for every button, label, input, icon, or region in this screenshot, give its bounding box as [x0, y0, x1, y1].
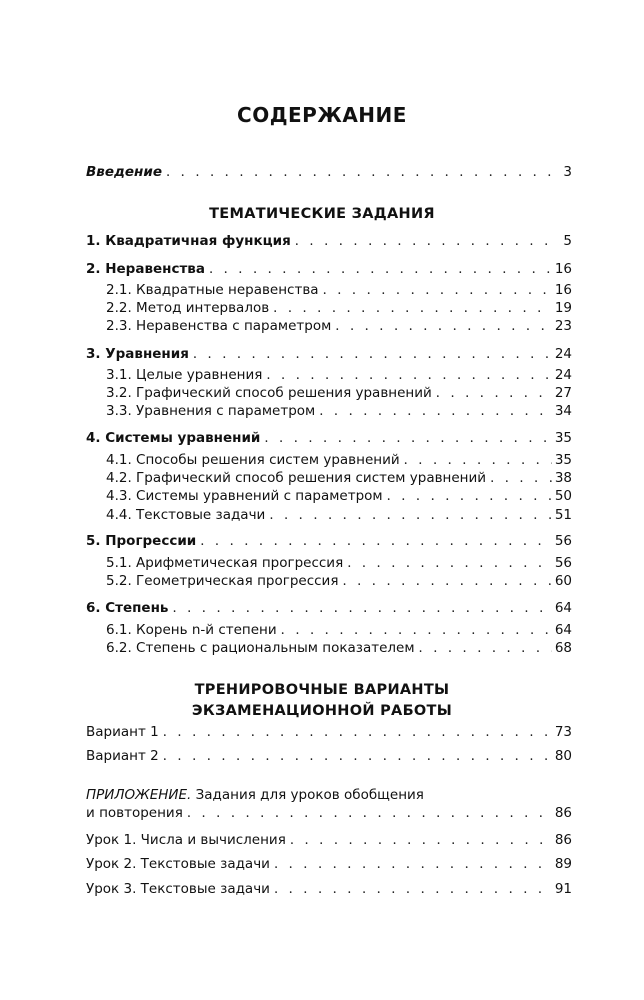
toc-entry-label: Вариант 1: [86, 724, 159, 740]
toc-variant[interactable]: [86, 746, 572, 766]
dot-leader: [335, 317, 552, 337]
toc-entry-label: 3.3. Уравнения с параметром: [106, 403, 316, 419]
toc-subsection[interactable]: [106, 571, 572, 591]
dot-leader: [319, 402, 552, 422]
section-heading-thematic: ТЕМАТИЧЕСКИЕ ЗАДАНИЯ: [209, 206, 435, 222]
toc-page-number: 91: [554, 881, 572, 897]
dot-leader: [209, 260, 552, 280]
toc-entry-label: 2.2. Метод интервалов: [106, 300, 270, 316]
toc-subsection[interactable]: [106, 638, 572, 658]
toc-entry-label: Урок 3. Текстовые задачи: [86, 881, 270, 897]
toc-chapter[interactable]: [86, 231, 572, 251]
toc-subsection[interactable]: [106, 383, 572, 403]
toc-page-number: 56: [554, 533, 572, 549]
toc-entry-label: 6.2. Степень с рациональным показателем: [106, 640, 415, 656]
toc-entry-label: 5.1. Арифметическая прогрессия: [106, 555, 344, 571]
toc-page-number: 35: [554, 452, 572, 468]
toc-variant[interactable]: [86, 722, 572, 742]
toc-entry-label: 4. Системы уравнений: [86, 430, 261, 446]
toc-page-number: 38: [554, 470, 572, 486]
toc-page-number: 35: [554, 430, 572, 446]
section-heading-training: [0, 680, 644, 722]
toc-entry-label: и повторения: [86, 805, 183, 821]
toc-chapter[interactable]: [86, 531, 572, 551]
toc-entry-label: 4.2. Графический способ решения систем уравнений: [106, 470, 487, 486]
toc-entry-label: 1. Квадратичная функция: [86, 233, 291, 249]
toc-page-number: 56: [554, 555, 572, 571]
toc-entry-label: 5. Прогрессии: [86, 533, 197, 549]
dot-leader: [419, 639, 552, 659]
toc-subsection[interactable]: [106, 450, 572, 470]
toc-page-number: 60: [554, 573, 572, 589]
dot-leader: [200, 532, 552, 552]
appendix-title-line1: Задания для уроков обобщения: [191, 787, 424, 803]
toc-entry-label: 4.4. Текстовые задачи: [106, 507, 266, 523]
toc-page-number: 27: [554, 385, 572, 401]
toc-subsection[interactable]: [106, 298, 572, 318]
toc-entry-label: 5.2. Геометрическая прогрессия: [106, 573, 339, 589]
dot-leader: [187, 804, 552, 824]
section-heading-line: ЭКЗАМЕНАЦИОННОЙ РАБОТЫ: [191, 703, 453, 719]
toc-subsection[interactable]: [106, 620, 572, 640]
appendix-prefix: ПРИЛОЖЕНИЕ.: [86, 787, 192, 803]
toc-entry-label: Урок 1. Числа и вычисления: [86, 832, 286, 848]
toc-page-number: 3: [563, 164, 572, 180]
toc-entry-label: Вариант 2: [86, 748, 159, 764]
toc-entry-label: 2.1. Квадратные неравенства: [106, 282, 319, 298]
dot-leader: [193, 345, 552, 365]
page-title: СОДЕРЖАНИЕ: [237, 103, 407, 127]
toc-page-number: 86: [554, 805, 572, 821]
toc-entry-label: 6.1. Корень n-й степени: [106, 622, 277, 638]
toc-entry-label: 2. Неравенства: [86, 261, 205, 277]
toc-page-number: 16: [554, 261, 572, 277]
toc-entry-label: 6. Степень: [86, 600, 169, 616]
toc-page-number: 34: [554, 403, 572, 419]
dot-leader: [264, 429, 551, 449]
toc-chapter[interactable]: [86, 428, 572, 448]
toc-entry-label: Урок 2. Текстовые задачи: [86, 856, 270, 872]
toc-appendix-label: [86, 785, 486, 805]
toc-chapter[interactable]: [86, 259, 572, 279]
dot-leader: [269, 506, 551, 526]
toc-page-number: 5: [563, 233, 572, 249]
toc-appendix[interactable]: [86, 803, 572, 823]
toc-page-number: 51: [554, 507, 572, 523]
toc-page-number: 24: [554, 367, 572, 383]
toc-entry-label: 3. Уравнения: [86, 346, 189, 362]
toc-entry-label: Введение: [86, 164, 162, 180]
dot-leader: [163, 723, 552, 743]
dot-leader: [387, 487, 552, 507]
toc-entry-label: 4.3. Системы уравнений с параметром: [106, 488, 383, 504]
toc-entry-label: 4.1. Способы решения систем уравнений: [106, 452, 400, 468]
toc-subsection[interactable]: [106, 468, 572, 488]
dot-leader: [290, 831, 552, 851]
toc-entry-label: 3.1. Целые уравнения: [106, 367, 263, 383]
toc-page-number: 73: [554, 724, 572, 740]
toc-entry-label: 2.3. Неравенства с параметром: [106, 318, 332, 334]
dot-leader: [172, 599, 551, 619]
toc-subsection[interactable]: [106, 365, 572, 385]
dot-leader: [166, 163, 560, 183]
toc-page-number: 64: [554, 600, 572, 616]
toc-chapter[interactable]: [86, 344, 572, 364]
toc-subsection[interactable]: [106, 401, 572, 421]
toc-page-number: 68: [554, 640, 572, 656]
toc-page-number: 86: [554, 832, 572, 848]
toc-entry-label: 3.2. Графический способ решения уравнений: [106, 385, 432, 401]
toc-entry-intro[interactable]: [86, 162, 572, 182]
toc-page-number: 23: [554, 318, 572, 334]
toc-subsection[interactable]: [106, 486, 572, 506]
toc-page-number: 50: [554, 488, 572, 504]
toc-page-number: 16: [554, 282, 572, 298]
section-heading-line: ТРЕНИРОВОЧНЫЕ ВАРИАНТЫ: [194, 682, 450, 698]
dot-leader: [295, 232, 561, 252]
toc-page-number: 64: [554, 622, 572, 638]
toc-subsection[interactable]: [106, 280, 572, 300]
toc-subsection[interactable]: [106, 553, 572, 573]
dot-leader: [163, 747, 552, 767]
toc-subsection[interactable]: [106, 316, 572, 336]
dot-leader: [342, 572, 551, 592]
dot-leader: [274, 855, 552, 875]
dot-leader: [274, 880, 552, 900]
toc-lesson[interactable]: [86, 854, 572, 874]
toc-page-number: 89: [554, 856, 572, 872]
toc-chapter[interactable]: [86, 598, 572, 618]
toc-page-number: 80: [554, 748, 572, 764]
toc-page-number: 19: [554, 300, 572, 316]
toc-lesson[interactable]: [86, 879, 572, 899]
toc-lesson[interactable]: [86, 830, 572, 850]
toc-page-number: 24: [554, 346, 572, 362]
toc-subsection[interactable]: [106, 505, 572, 525]
